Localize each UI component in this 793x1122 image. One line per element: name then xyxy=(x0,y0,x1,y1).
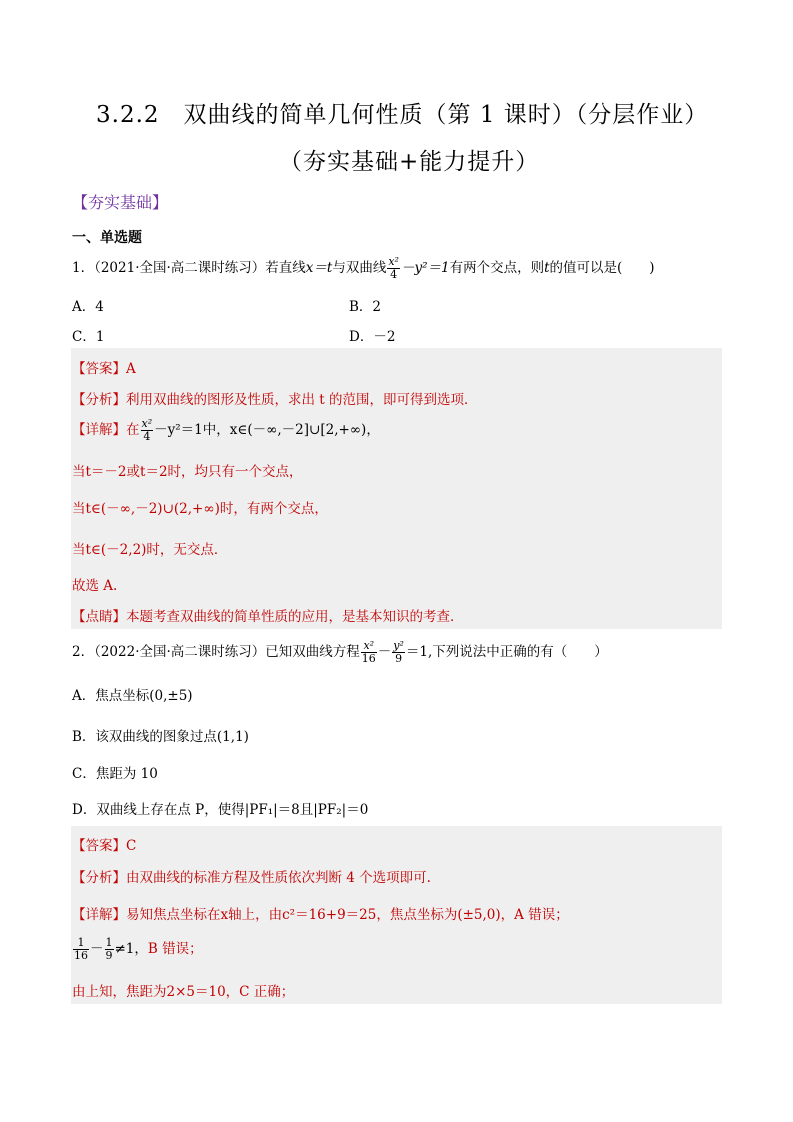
q2-answer-label: 【答案】 xyxy=(72,838,126,854)
q2-d2-minus: － xyxy=(90,941,104,957)
q1-eq-rest: －y²＝1 xyxy=(400,260,450,276)
question-1 xyxy=(72,256,655,281)
q1-comment-text: 本题考查双曲线的简单性质的应用，是基本知识的考查． xyxy=(126,609,464,625)
q1-comment xyxy=(72,605,464,625)
q1-line-eq: x＝t xyxy=(305,260,333,276)
q2-detail-text: 易知焦点坐标在x轴上，由c²＝16+9＝25，焦点坐标为(±5,0)， xyxy=(126,907,515,923)
q1-detail-line-3: 当t∈(－∞,－2)∪(2,+∞)时，有两个交点， xyxy=(72,501,328,517)
q1-analysis xyxy=(72,388,478,408)
q1-analysis-label: 【分析】 xyxy=(72,392,126,408)
q2-analysis-label: 【分析】 xyxy=(72,870,126,886)
q1-var-t: t xyxy=(544,260,550,276)
q2-f1-num: x² xyxy=(361,640,377,653)
q1-detail xyxy=(72,418,380,443)
q1-frac-num: x² xyxy=(388,255,399,268)
q2-fraction-1 xyxy=(361,640,377,665)
q1-detail-pre: 在 xyxy=(126,422,140,438)
q2-detail-line-3 xyxy=(72,980,294,1000)
q2-line3-c-correct: C 正确； xyxy=(239,984,295,1000)
q1-option-b: B．2 xyxy=(349,299,382,315)
q2-analysis-text: 由双曲线的标准方程及性质依次判断 4 个选项即可. xyxy=(126,870,431,886)
q1-detail-label: 【详解】 xyxy=(72,422,126,438)
q1-detail-num: x² xyxy=(141,417,153,430)
q1-suffix2: 的值可以是( ) xyxy=(549,260,655,276)
q1-frac-den: 4 xyxy=(390,268,398,281)
q1-detail-range: x∈(－∞,－2]∪[2,+∞)， xyxy=(229,422,380,438)
q1-detail-den: 4 xyxy=(143,430,151,443)
q1-answer-value: A xyxy=(126,361,136,377)
q2-d2-num1: 1 xyxy=(73,937,89,950)
q2-f2-den: 9 xyxy=(395,652,403,665)
q2-option-c: C．焦距为 10 xyxy=(72,766,158,782)
q1-detail-line-5: 故选 A. xyxy=(72,578,118,594)
q1-answer xyxy=(72,357,136,377)
q1-fraction xyxy=(387,256,400,281)
q2-option-a: A．焦点坐标(0,±5) xyxy=(72,688,193,704)
q1-detail-fraction xyxy=(141,418,154,443)
q2-answer xyxy=(72,834,136,854)
q2-detail-a-wrong: A 错误； xyxy=(514,907,569,923)
q2-line3-text: 由上知，焦距为2×5＝10， xyxy=(72,984,240,1000)
q2-prefix: 2．（2022·全国·高二课时练习）已知双曲线方程 xyxy=(72,644,360,660)
q1-detail-line-4: 当t∈(－2,2)时，无交点． xyxy=(72,542,228,558)
q1-answer-label: 【答案】 xyxy=(72,361,126,377)
q1-comment-label: 【点睛】 xyxy=(72,609,126,625)
q2-d2-rest: ≠1， xyxy=(114,941,148,957)
q2-answer-value: C xyxy=(126,838,137,854)
q2-d2-fraction-1 xyxy=(73,937,89,962)
question-2 xyxy=(72,640,608,665)
q1-analysis-text: 利用双曲线的图形及性质，求出 t 的范围，即可得到选项． xyxy=(126,392,478,408)
q1-detail-line-2: 当t＝－2或t＝2时，均只有一个交点， xyxy=(72,464,303,480)
title-line-1: 3.2.2 双曲线的简单几何性质（第 1 课时）（分层作业） xyxy=(96,102,709,128)
q2-eq-end: ＝1, xyxy=(405,644,433,660)
q2-analysis xyxy=(72,866,431,886)
q2-detail-label: 【详解】 xyxy=(72,907,126,923)
q2-d2-num2: 1 xyxy=(105,936,113,949)
q2-option-d: D．双曲线上存在点 P，使得|PF₁|＝8且|PF₂|＝0 xyxy=(72,802,369,818)
q2-f2-num: y² xyxy=(393,639,404,652)
section-heading: 【夯实基础】 xyxy=(72,193,169,212)
subsection-heading: 一、单选题 xyxy=(72,230,142,246)
q1-prefix: 1．（2021·全国·高二课时练习）若直线 xyxy=(72,260,306,276)
q1-suffix: 有两个交点，则 xyxy=(449,260,545,276)
q1-option-d: D．－2 xyxy=(349,329,396,345)
q2-option-b: B．该双曲线的图象过点(1,1) xyxy=(72,729,249,745)
title-line-2: （夯实基础+能力提升） xyxy=(279,149,540,175)
q2-d2-den2: 9 xyxy=(105,949,113,962)
q1-option-c: C．1 xyxy=(72,329,105,345)
q1-detail-eq: －y²＝1中， xyxy=(154,422,230,438)
q2-d2-fraction-2 xyxy=(105,937,114,962)
q2-detail-line-2 xyxy=(72,937,203,962)
q2-fraction-2 xyxy=(392,640,405,665)
q2-d2-b-wrong: B 错误； xyxy=(147,941,203,957)
q1-option-a: A．4 xyxy=(72,299,104,315)
q2-d2-den1: 16 xyxy=(74,949,88,962)
q2-f1-den: 16 xyxy=(361,652,376,665)
q1-mid: 与双曲线 xyxy=(332,260,387,276)
q2-detail xyxy=(72,903,569,923)
q2-minus: － xyxy=(377,644,392,660)
q2-suffix: 下列说法中正确的有（ ） xyxy=(432,644,608,660)
